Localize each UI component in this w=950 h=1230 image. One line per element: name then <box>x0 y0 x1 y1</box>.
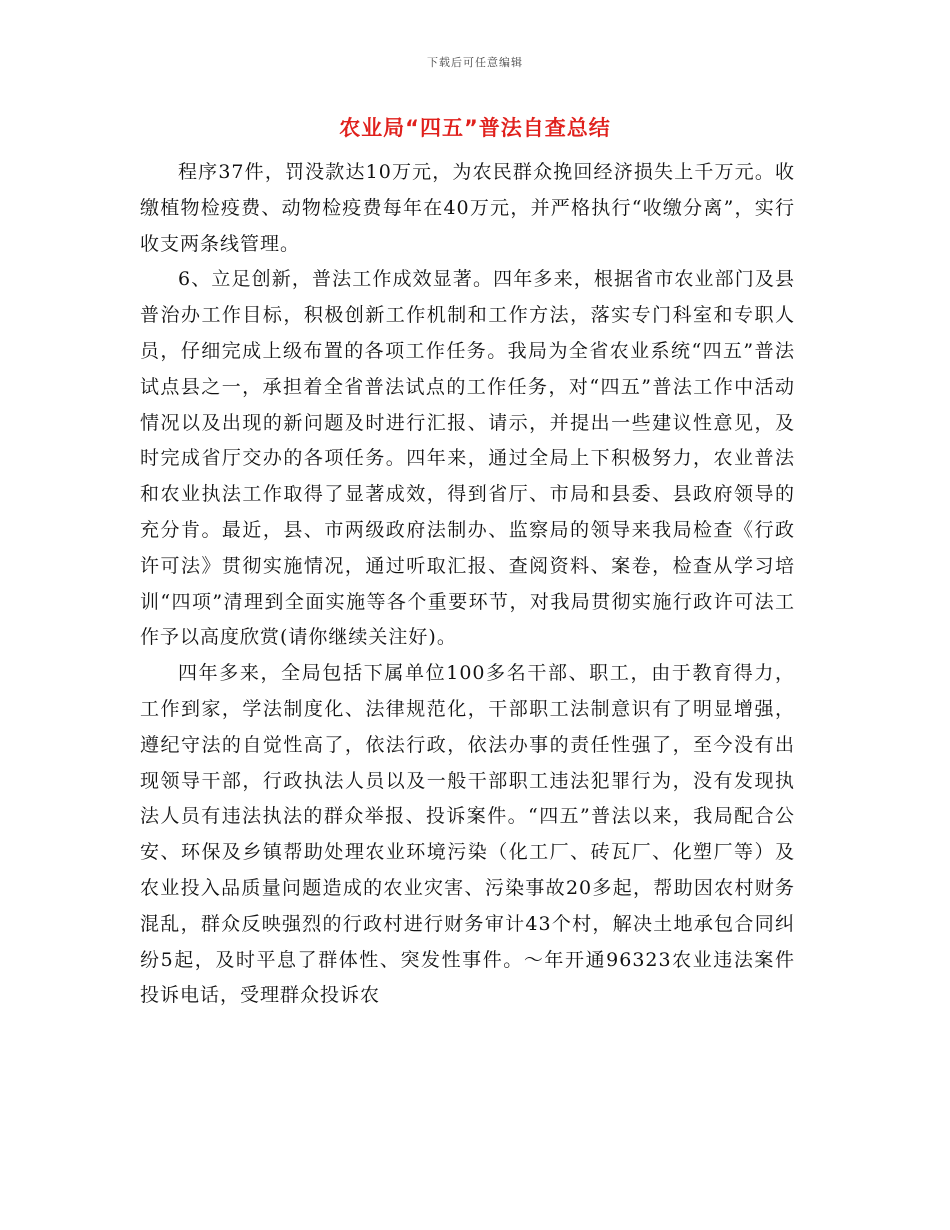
paragraph-1: 程序37件，罚没款达10万元，为农民群众挽回经济损失上千万元。收缴植物检疫费、动物检疫费每年在40万元，并严格执行“收缴分离”，实行收支两条线管理。 <box>140 161 795 255</box>
header-note: 下载后可任意编辑 <box>427 56 523 69</box>
paragraph-2: 6、立足创新，普法工作成效显著。四年多来，根据省市农业部门及县普治办工作目标，积极创新工作机制和工作方法，落实专门科室和专职人员，仔细完成上级布置的各项工作任务。我局为全省农业系统“四五”普法试点县之一，承担着全省普法试点的工作任务，对“四五”普法工作中活动情况以及出现的新问题及时进行汇报、请示，并提出一些建议性意见，及时完成省厅交办的各项任务。四年来，通过全局上下积极努力，农业普法和农业执法工作取得了显著成效，得到省厅、市局和县委、县政府领导的充分肯。最近，县、市两级政府法制办、监察局的领导来我局检查《行政许可法》贯彻实施情况，通过听取汇报、查阅资料、案卷，检查从学习培训“四项”清理到全面实施等各个重要环节，对我局贯彻实施行政许可法工作予以高度欣赏(请你继续关注好)。 <box>140 268 795 649</box>
document-title: 农业局“四五”普法自查总结 <box>339 116 611 140</box>
document-body <box>140 155 795 1014</box>
paragraph-3: 四年多来，全局包括下属单位100多名干部、职工，由于教育得力，工作到家，学法制度化、法律规范化，干部职工法制意识有了明显增强，遵纪守法的自觉性高了，依法行政，依法办事的责任性强了，至今没有出现领导干部，行政执法人员以及一般干部职工违法犯罪行为，没有发现执法人员有违法执法的群众举报、投诉案件。“四五”普法以来，我局配合公安、环保及乡镇帮助处理农业环境污染（化工厂、砖瓦厂、化塑厂等）及农业投入品质量问题造成的农业灾害、污染事故20多起，帮助因农村财务混乱，群众反映强烈的行政村进行财务审计43个村，解决土地承包合同纠纷5起，及时平息了群体性、突发性事件。～年开通96323农业违法案件投诉电话，受理群众投诉农 <box>140 662 795 1007</box>
